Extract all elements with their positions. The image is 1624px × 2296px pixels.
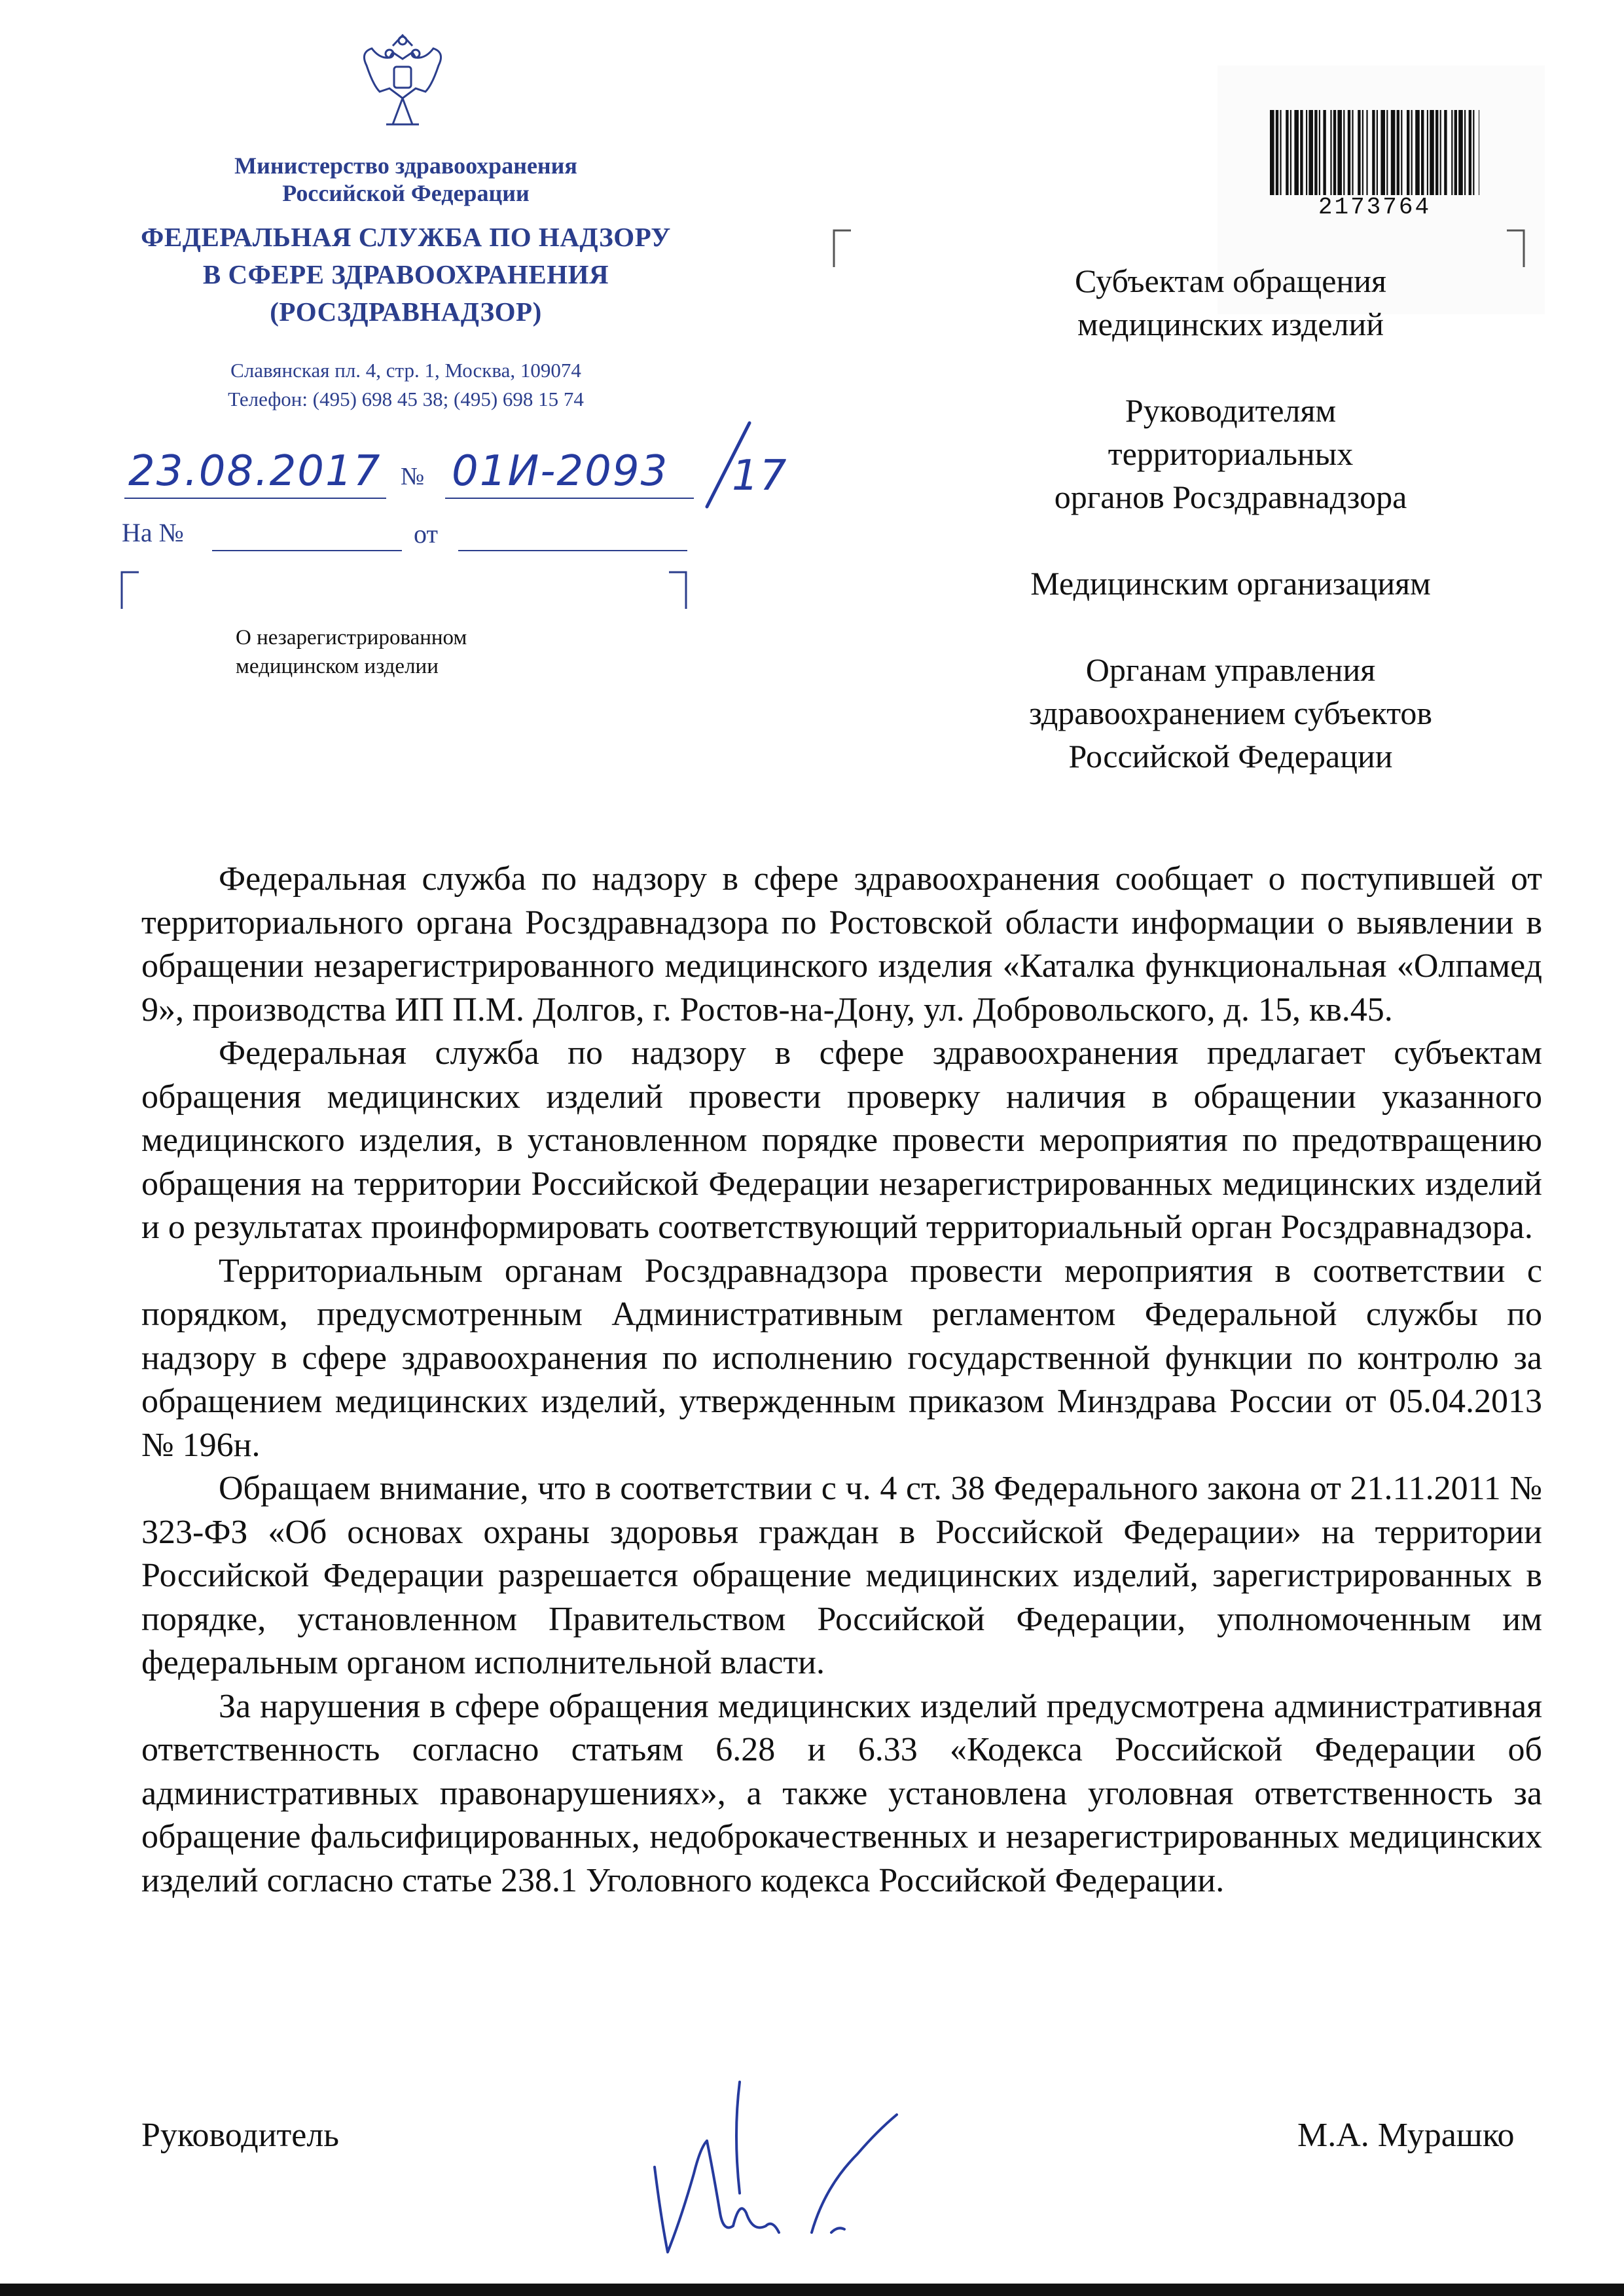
barcode-bar: [1306, 110, 1307, 195]
address-line: Славянская пл. 4, стр. 1, Москва, 109074: [230, 359, 581, 382]
corner-mark-top-left: [833, 229, 852, 268]
recipient-group: [916, 389, 1545, 519]
recipient-line: Органам управления: [1085, 651, 1376, 688]
recipients-block: [916, 259, 1545, 821]
barcode-bar: [1458, 110, 1463, 195]
body-paragraph: Обращаем внимание, что в соответствии с ч. 4 ст. 38 Федерального закона от 21.11.2011 № 323-ФЗ «Об основах охраны здоровья граждан в Российской Федерации» на территории Российской Федерации разрешается обращение медицинских изделий, зарегистрированных в порядке, установленном Правительством Российской Федерации, уполномоченным им федеральным органом исполнительной власти.: [141, 1470, 1542, 1681]
barcode-bar: [1469, 110, 1471, 195]
barcode-bar: [1276, 110, 1278, 195]
barcode-bar: [1380, 110, 1385, 195]
recipient-line: Медицинским организациям: [1030, 565, 1431, 602]
barcode-bar: [1421, 110, 1424, 195]
barcode-bar: [1300, 110, 1303, 195]
corner-mark-right: [668, 571, 687, 610]
service-line: В СФЕРЕ ЗДРАВООХРАНЕНИЯ: [202, 259, 609, 289]
recipient-line: органов Росздравнадзора: [1054, 479, 1407, 515]
number-label: №: [401, 463, 425, 490]
recipient-line: Субъектам обращения: [1075, 263, 1386, 299]
letter-body: [141, 858, 1542, 1903]
registration-number-suffix: 17: [732, 452, 788, 500]
barcode-bar: [1464, 110, 1466, 195]
service-line: ФЕДЕРАЛЬНАЯ СЛУЖБА ПО НАДЗОРУ: [141, 222, 671, 252]
recipient-line: территориальных: [1108, 435, 1354, 472]
barcode-bar: [1372, 110, 1375, 195]
barcode-bar: [1401, 110, 1402, 195]
barcode-bar: [1451, 110, 1453, 195]
barcode-bar: [1333, 110, 1336, 195]
body-paragraph: Территориальным органам Росздравнадзора провести мероприятия в соответствии с порядком, предусмотренным Административным регламентом Федеральной службы по надзору в сфере здравоохранения по исполнению государственной функции по контролю за обращением медицинских изделий, утвержденным приказом Минздрава России от 05.04.2013 № 196н.: [141, 1252, 1542, 1464]
barcode-bar: [1294, 110, 1299, 195]
barcode-bar: [1323, 110, 1326, 195]
from-label: от: [414, 519, 438, 549]
barcode-bar: [1435, 110, 1438, 195]
barcode-bar: [1314, 110, 1317, 195]
barcode-bar: [1397, 110, 1399, 195]
barcode-bar: [1348, 110, 1350, 195]
coat-of-arms-emblem: [353, 26, 452, 137]
number-underline: [445, 498, 694, 499]
subject-line: медицинском изделии: [236, 655, 439, 678]
barcode-bar: [1473, 110, 1474, 195]
registration-number: 01И-2093: [452, 447, 669, 496]
address-block: [131, 356, 681, 414]
barcode-bar: [1427, 110, 1428, 195]
barcode-bar: [1366, 110, 1367, 195]
barcode-bar: [1286, 110, 1288, 195]
subject-line: О незарегистрированном: [236, 626, 467, 649]
recipient-line: медицинских изделий: [1077, 306, 1384, 342]
subject-block: [236, 623, 628, 681]
ministry-name: [164, 152, 648, 207]
service-line: (РОСЗДРАВНАДЗОР): [270, 297, 542, 327]
barcode-bar: [1280, 110, 1281, 195]
barcode: [1270, 110, 1479, 195]
barcode-bar: [1444, 110, 1447, 195]
date-underline: [124, 498, 386, 499]
signatory-name: М.А. Мурашко: [1297, 2117, 1515, 2154]
reply-date-line: [458, 550, 687, 551]
barcode-bar: [1391, 110, 1396, 195]
barcode-bar: [1415, 110, 1420, 195]
barcode-bar: [1454, 110, 1457, 195]
barcode-bar: [1270, 110, 1274, 195]
barcode-bar: [1343, 110, 1344, 195]
barcode-bar: [1386, 110, 1388, 195]
barcode-bar: [1358, 110, 1360, 195]
signatory-title: Руководитель: [141, 2117, 339, 2154]
barcode-bar: [1430, 110, 1434, 195]
recipient-group: [916, 648, 1545, 778]
recipient-line: Руководителям: [1125, 392, 1337, 429]
barcode-bar: [1308, 110, 1313, 195]
body-paragraph: Федеральная служба по надзору в сфере здравоохранения предлагает субъектам обращения медицинских изделий провести проверку наличия в обращении указанного медицинского изделия, в установленном порядке провести мероприятия по предотвращению обращения на территории Российской Федерации незарегистрированных медицинских изделий и о результатах проинформировать соответствующий территориальный орган Росздравнадзора.: [141, 1034, 1542, 1246]
barcode-bar: [1352, 110, 1353, 195]
recipient-group: [916, 562, 1545, 605]
barcode-bar: [1440, 110, 1441, 195]
handwritten-signature: [641, 2069, 916, 2265]
phone-line: Телефон: (495) 698 45 38; (495) 698 15 74: [228, 388, 584, 410]
barcode-bar: [1362, 110, 1363, 195]
recipient-line: Российской Федерации: [1068, 738, 1393, 774]
recipient-group: [916, 259, 1545, 346]
ministry-line: Министерство здравоохранения: [234, 153, 577, 179]
ministry-line: Российской Федерации: [282, 180, 530, 206]
barcode-bar: [1319, 110, 1320, 195]
registration-date: 23.08.2017: [128, 447, 382, 496]
body-paragraph: За нарушения в сфере обращения медицинских изделий предусмотрена административная ответственность согласно статьям 6.28 и 6.33 «Кодекса Российской Федерации об административных правонарушениях», а также установлена уголовная ответственность за обращение фальсифицированных, недоброкачественных и незарегистрированных медицинских изделий согласно статье 238.1 Уголовного кодекса Российской Федерации.: [141, 1687, 1542, 1899]
barcode-bar: [1290, 110, 1291, 195]
barcode-number: 2173764: [1318, 194, 1432, 221]
corner-mark-left: [120, 571, 140, 610]
barcode-bar: [1330, 110, 1331, 195]
barcode-bar: [1407, 110, 1409, 195]
barcode-bar: [1411, 110, 1413, 195]
service-name: [98, 219, 713, 331]
body-paragraph: Федеральная служба по надзору в сфере здравоохранения сообщает о поступившей от территориального органа Росздравнадзора по Ростовской области информации о выявлении в обращении незарегистрированного медицинского изделия «Каталка функциональная «Олпамед 9», производства ИП П.М. Долгов, г. Ростов-на-Дону, ул. Добровольского, д. 15, кв.45.: [141, 860, 1542, 1029]
scan-bottom-edge: [0, 2284, 1624, 2296]
reply-number-line: [212, 550, 402, 551]
recipient-line: здравоохранением субъектов: [1028, 695, 1433, 731]
reply-label: На №: [122, 518, 184, 547]
barcode-bar: [1337, 110, 1342, 195]
barcode-bar: [1377, 110, 1378, 195]
